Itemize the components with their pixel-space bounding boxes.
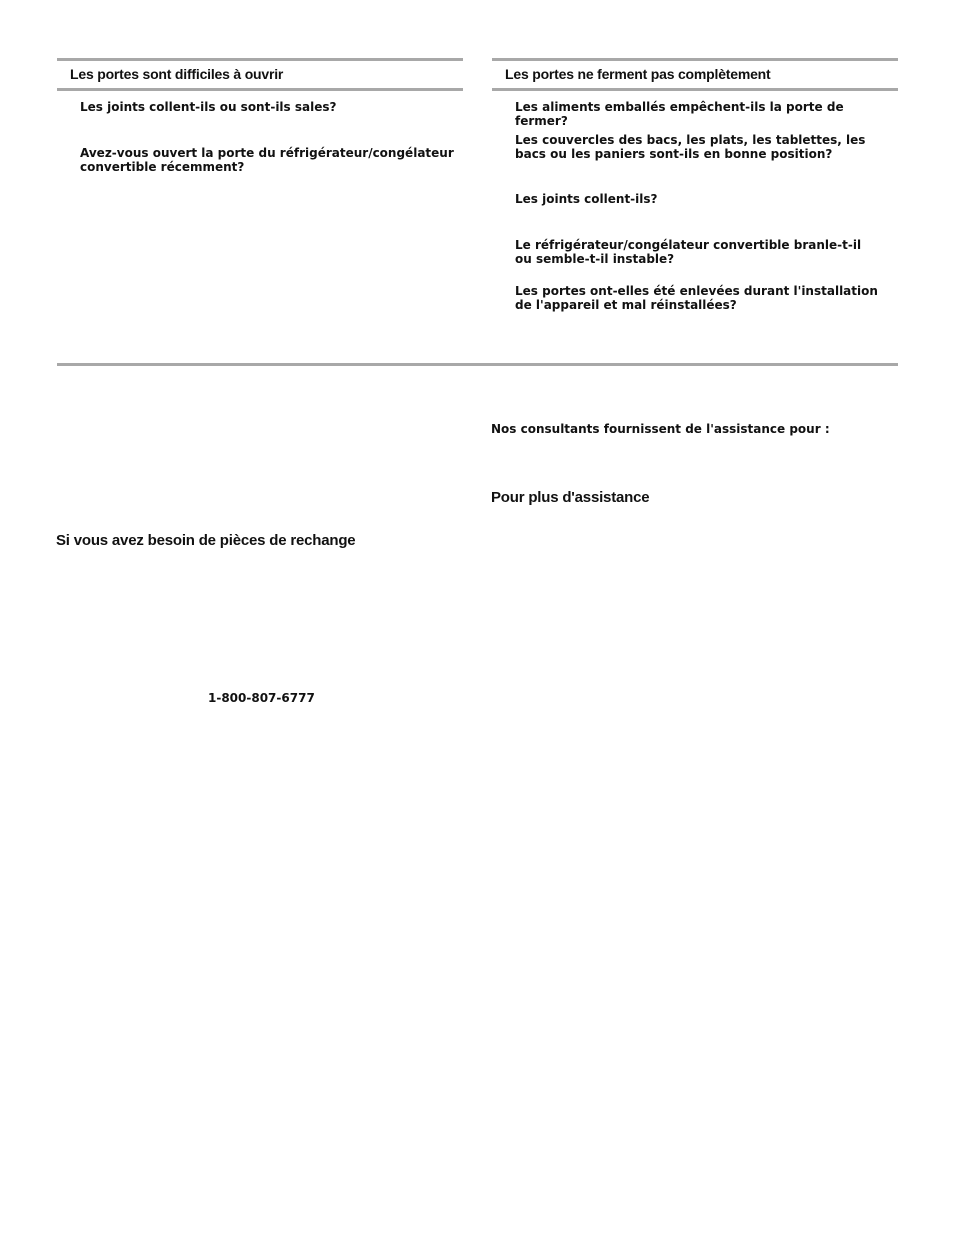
consultants-text: Nos consultants fournissent de l'assistance pour :	[491, 422, 830, 436]
parts-phone-number: 1-800-807-6777	[208, 691, 315, 705]
left-heading-bottom-rule	[57, 88, 463, 91]
right-heading-bottom-rule	[492, 88, 898, 91]
section-divider-rule	[57, 363, 898, 366]
left-heading-top-rule	[57, 58, 463, 61]
left-section-heading: Les portes sont difficiles à ouvrir	[70, 66, 284, 82]
right-question-4: Le réfrigérateur/congélateur convertible branle-t-il ou semble-t-il instable?	[515, 238, 862, 266]
replacement-parts-title: Si vous avez besoin de pièces de rechange	[56, 532, 356, 549]
right-section-heading: Les portes ne ferment pas complètement	[505, 66, 771, 82]
right-heading-top-rule	[492, 58, 898, 61]
more-help-title: Pour plus d'assistance	[491, 489, 650, 506]
left-question-2: Avez-vous ouvert la porte du réfrigérateur/congélateur convertible récemment?	[80, 146, 454, 174]
right-question-3: Les joints collent-ils?	[515, 192, 658, 206]
left-question-1: Les joints collent-ils ou sont-ils sales?	[80, 100, 337, 114]
right-question-2: Les couvercles des bacs, les plats, les tablettes, les bacs ou les paniers sont-ils en bonne position?	[515, 133, 866, 161]
right-question-1: Les aliments emballés empêchent-ils la porte de fermer?	[515, 100, 844, 128]
right-question-5: Les portes ont-elles été enlevées durant l'installation de l'appareil et mal réinstallées?	[515, 284, 878, 312]
